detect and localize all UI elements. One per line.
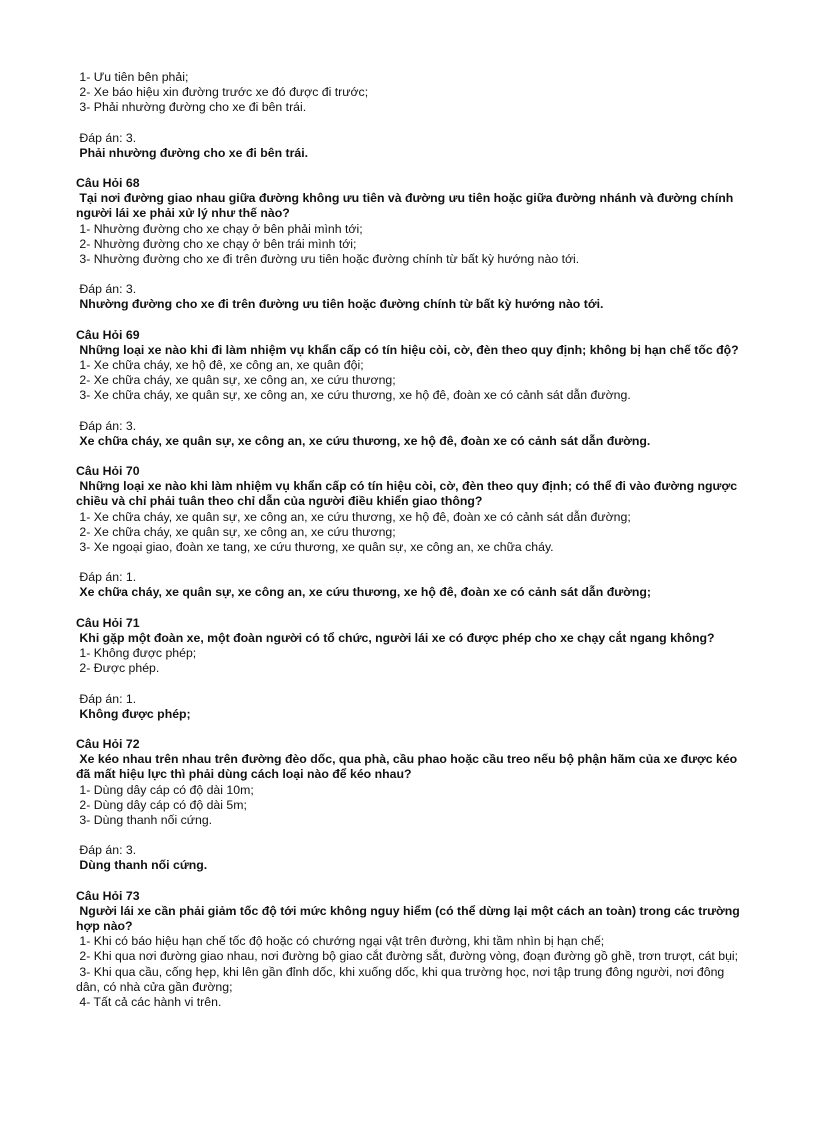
answer-text: Không được phép; — [76, 706, 191, 721]
option-1: 1- Xe chữa cháy, xe quân sự, xe công an, xe cứu thương, xe hộ đê, đoàn xe có cảnh sát dẫn đường; — [76, 509, 631, 524]
option-1: 1- Ưu tiên bên phải; — [76, 70, 189, 84]
option-2: 2- Xe chữa cháy, xe quân sự, xe công an, xe cứu thương; — [76, 373, 396, 388]
answer-text: Dùng thanh nối cứng. — [76, 858, 208, 873]
answer-label: Đáp án: 1. — [76, 570, 137, 585]
option-2: 2- Dùng dây cáp có độ dài 5m; — [76, 797, 247, 812]
option-4: 4- Tất cả các hành vi trên. — [76, 994, 222, 1009]
question-69 — [76, 328, 746, 464]
option-1: 1- Không được phép; — [76, 646, 197, 661]
question-70 — [76, 464, 746, 616]
option-2: 2- Xe báo hiệu xin đường trước xe đó được đi trước; — [76, 85, 369, 100]
question-text: Những loại xe nào khi làm nhiệm vụ khẩn cấp có tín hiệu còi, cờ, đèn theo quy định; có thể đi vào đường ngược chiều và chỉ phải tuân theo chỉ dẫn của người điều khiển giao thông? — [76, 479, 741, 509]
question-header: Câu Hỏi 69 — [76, 327, 140, 342]
question-text: Những loại xe nào khi đi làm nhiệm vụ khẩn cấp có tín hiệu còi, cờ, đèn theo quy định; không bị hạn chế tốc độ? — [76, 342, 739, 357]
question-73 — [76, 889, 746, 1011]
answer-text: Xe chữa cháy, xe quân sự, xe công an, xe cứu thương, xe hộ đê, đoàn xe có cảnh sát dẫn đường. — [76, 433, 651, 448]
option-1: 1- Khi có báo hiệu hạn chế tốc độ hoặc có chướng ngại vật trên đường, khi tầm nhìn bị hạn chế; — [76, 934, 605, 949]
option-3: 3- Nhường đường cho xe đi trên đường ưu tiên hoặc đường chính từ bất kỳ hướng nào tới. — [76, 252, 580, 267]
answer-label: Đáp án: 1. — [76, 691, 137, 706]
option-3: 3- Xe ngoại giao, đoàn xe tang, xe cứu thương, xe quân sự, xe công an, xe chữa cháy. — [76, 540, 554, 555]
question-header: Câu Hỏi 73 — [76, 888, 140, 903]
question-header: Câu Hỏi 68 — [76, 176, 140, 191]
answer-text: Phải nhường đường cho xe đi bên trái. — [76, 145, 309, 160]
question-text: Khi gặp một đoàn xe, một đoàn người có tổ chức, người lái xe có được phép cho xe chạy cắt ngang không? — [76, 630, 715, 645]
answer-label: Đáp án: 3. — [76, 130, 137, 145]
option-3: 3- Khi qua cầu, cống hẹp, khi lên gần đỉnh dốc, khi xuống dốc, khi qua trường học, nơi tập trung đông người, nơi đông dân, có nhà cửa gần đường; — [76, 964, 728, 994]
answer-text: Xe chữa cháy, xe quân sự, xe công an, xe cứu thương, xe hộ đê, đoàn xe có cảnh sát dẫn đường; — [76, 585, 651, 600]
question-72 — [76, 737, 746, 889]
question-text: Tại nơi đường giao nhau giữa đường không ưu tiên và đường ưu tiên hoặc giữa đường nhánh và đường chính người lái xe phải xử lý như thế nào? — [76, 191, 737, 221]
intro-block — [76, 70, 746, 176]
option-1: 1- Nhường đường cho xe chạy ở bên phải mình tới; — [76, 221, 363, 236]
option-3: 3- Dùng thanh nối cứng. — [76, 812, 213, 827]
document-page — [76, 70, 746, 1010]
answer-label: Đáp án: 3. — [76, 282, 137, 297]
question-header: Câu Hỏi 72 — [76, 736, 140, 751]
option-1: 1- Dùng dây cáp có độ dài 10m; — [76, 782, 254, 797]
question-71 — [76, 616, 746, 737]
question-68 — [76, 176, 746, 328]
option-2: 2- Khi qua nơi đường giao nhau, nơi đường bộ giao cắt đường sắt, đường vòng, đoạn đường gồ ghề, trơn trượt, cát bụi; — [76, 949, 739, 964]
option-2: 2- Được phép. — [76, 661, 160, 676]
question-text: Người lái xe cần phải giảm tốc độ tới mức không nguy hiểm (có thể dừng lại một cách an toàn) trong các trường hợp nào? — [76, 903, 744, 933]
answer-label: Đáp án: 3. — [76, 843, 137, 858]
question-header: Câu Hỏi 71 — [76, 615, 140, 630]
option-3: 3- Phải nhường đường cho xe đi bên trái. — [76, 100, 307, 115]
answer-label: Đáp án: 3. — [76, 418, 137, 433]
option-2: 2- Nhường đường cho xe chạy ở bên trái mình tới; — [76, 236, 357, 251]
question-header: Câu Hỏi 70 — [76, 464, 140, 479]
option-3: 3- Xe chữa cháy, xe quân sự, xe công an, xe cứu thương, xe hộ đê, đoàn xe có cảnh sát dẫn đường. — [76, 388, 631, 403]
question-text: Xe kéo nhau trên nhau trên đường đèo dốc, qua phà, cầu phao hoặc cầu treo nếu bộ phận hãm của xe được kéo đã mất hiệu lực thì phải dùng cách loại nào để kéo nhau? — [76, 752, 741, 782]
answer-text: Nhường đường cho xe đi trên đường ưu tiên hoặc đường chính từ bất kỳ hướng nào tới. — [76, 297, 604, 312]
option-1: 1- Xe chữa cháy, xe hộ đê, xe công an, xe quân đội; — [76, 358, 364, 373]
option-2: 2- Xe chữa cháy, xe quân sự, xe công an, xe cứu thương; — [76, 524, 396, 539]
